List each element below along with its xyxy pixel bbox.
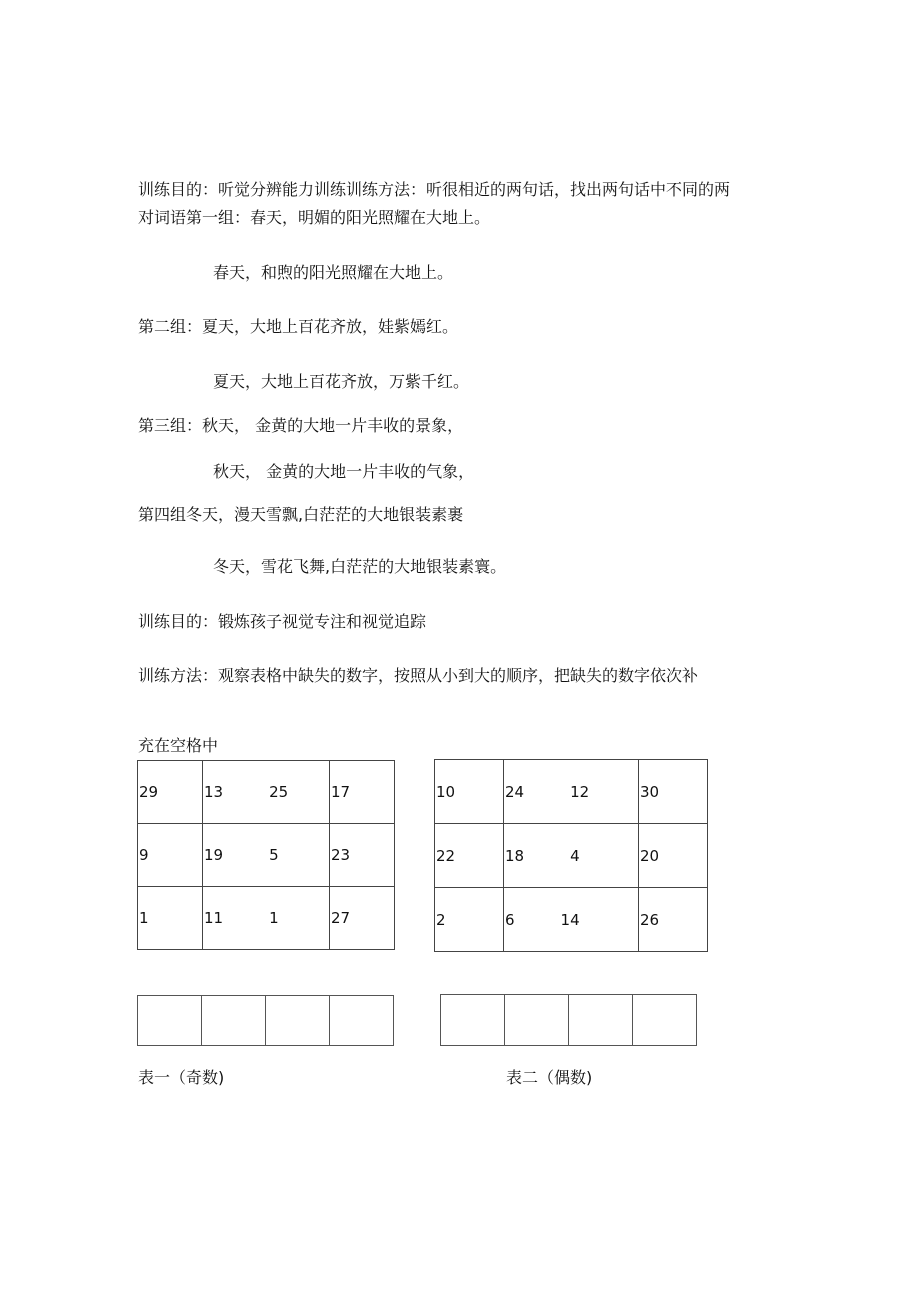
text-line-visual-purpose: 训练目的：锻炼孩子视觉专注和视觉追踪 [138, 612, 427, 631]
table-cell: 17 [330, 761, 395, 824]
text-line-group2-a: 第二组：夏天，大地上百花齐放，娃紫嫣红。 [138, 317, 459, 336]
answer-blanks-odd [137, 995, 394, 1046]
text-line-group1-a: 对词语第一组：春天，明媚的阳光照耀在大地上。 [138, 208, 491, 227]
table-cell: 9 [138, 824, 203, 887]
table-cell: 13 25 [203, 761, 330, 824]
table-cell: 20 [639, 824, 708, 888]
number-table-odd [137, 760, 395, 950]
table-cell: 18 4 [504, 824, 639, 888]
answer-blank[interactable] [441, 995, 505, 1046]
text-line-group3-a: 第三组：秋天， 金黄的大地一片丰收的景象， [138, 416, 464, 435]
table-cell: 23 [330, 824, 395, 887]
answer-blanks-even [440, 994, 697, 1046]
table-cell: 26 [639, 888, 708, 952]
answer-blank[interactable] [138, 996, 202, 1046]
table-cell: 10 [435, 760, 504, 824]
text-line-group4-b: 冬天，雪花飞舞,白茫茫的大地银装素寰。 [213, 557, 507, 576]
table-cell: 29 [138, 761, 203, 824]
text-line-visual-method-cont: 充在空格中 [138, 736, 219, 755]
table-cell: 6 14 [504, 888, 639, 952]
table-cell: 19 5 [203, 824, 330, 887]
table-cell: 22 [435, 824, 504, 888]
table-cell: 27 [330, 887, 395, 950]
text-line-group1-b: 春天，和煦的阳光照耀在大地上。 [213, 263, 454, 282]
answer-blank[interactable] [266, 996, 330, 1046]
table-cell: 11 1 [203, 887, 330, 950]
answer-blank[interactable] [569, 995, 633, 1046]
text-line-group4-a: 第四组冬天，漫天雪飘,白茫茫的大地银装素裹 [138, 505, 464, 524]
table1-caption: 表一（奇数) [138, 1068, 225, 1087]
table-cell: 1 [138, 887, 203, 950]
answer-blank[interactable] [330, 996, 394, 1046]
table-cell: 2 [435, 888, 504, 952]
answer-blank[interactable] [505, 995, 569, 1046]
text-line-visual-method: 训练方法：观察表格中缺失的数字，按照从小到大的顺序，把缺失的数字依次补 [138, 666, 699, 685]
table-cell: 30 [639, 760, 708, 824]
number-table-even [434, 759, 708, 952]
table-cell: 24 12 [504, 760, 639, 824]
text-line-purpose-1: 训练目的：听觉分辨能力训练训练方法：听很相近的两句话，找出两句话中不同的两 [138, 180, 731, 199]
answer-blank[interactable] [633, 995, 697, 1046]
answer-blank[interactable] [202, 996, 266, 1046]
text-line-group3-b: 秋天， 金黄的大地一片丰收的气象， [213, 462, 475, 481]
text-line-group2-b: 夏天，大地上百花齐放，万紫千红。 [213, 372, 470, 391]
table2-caption: 表二（偶数) [506, 1068, 593, 1087]
